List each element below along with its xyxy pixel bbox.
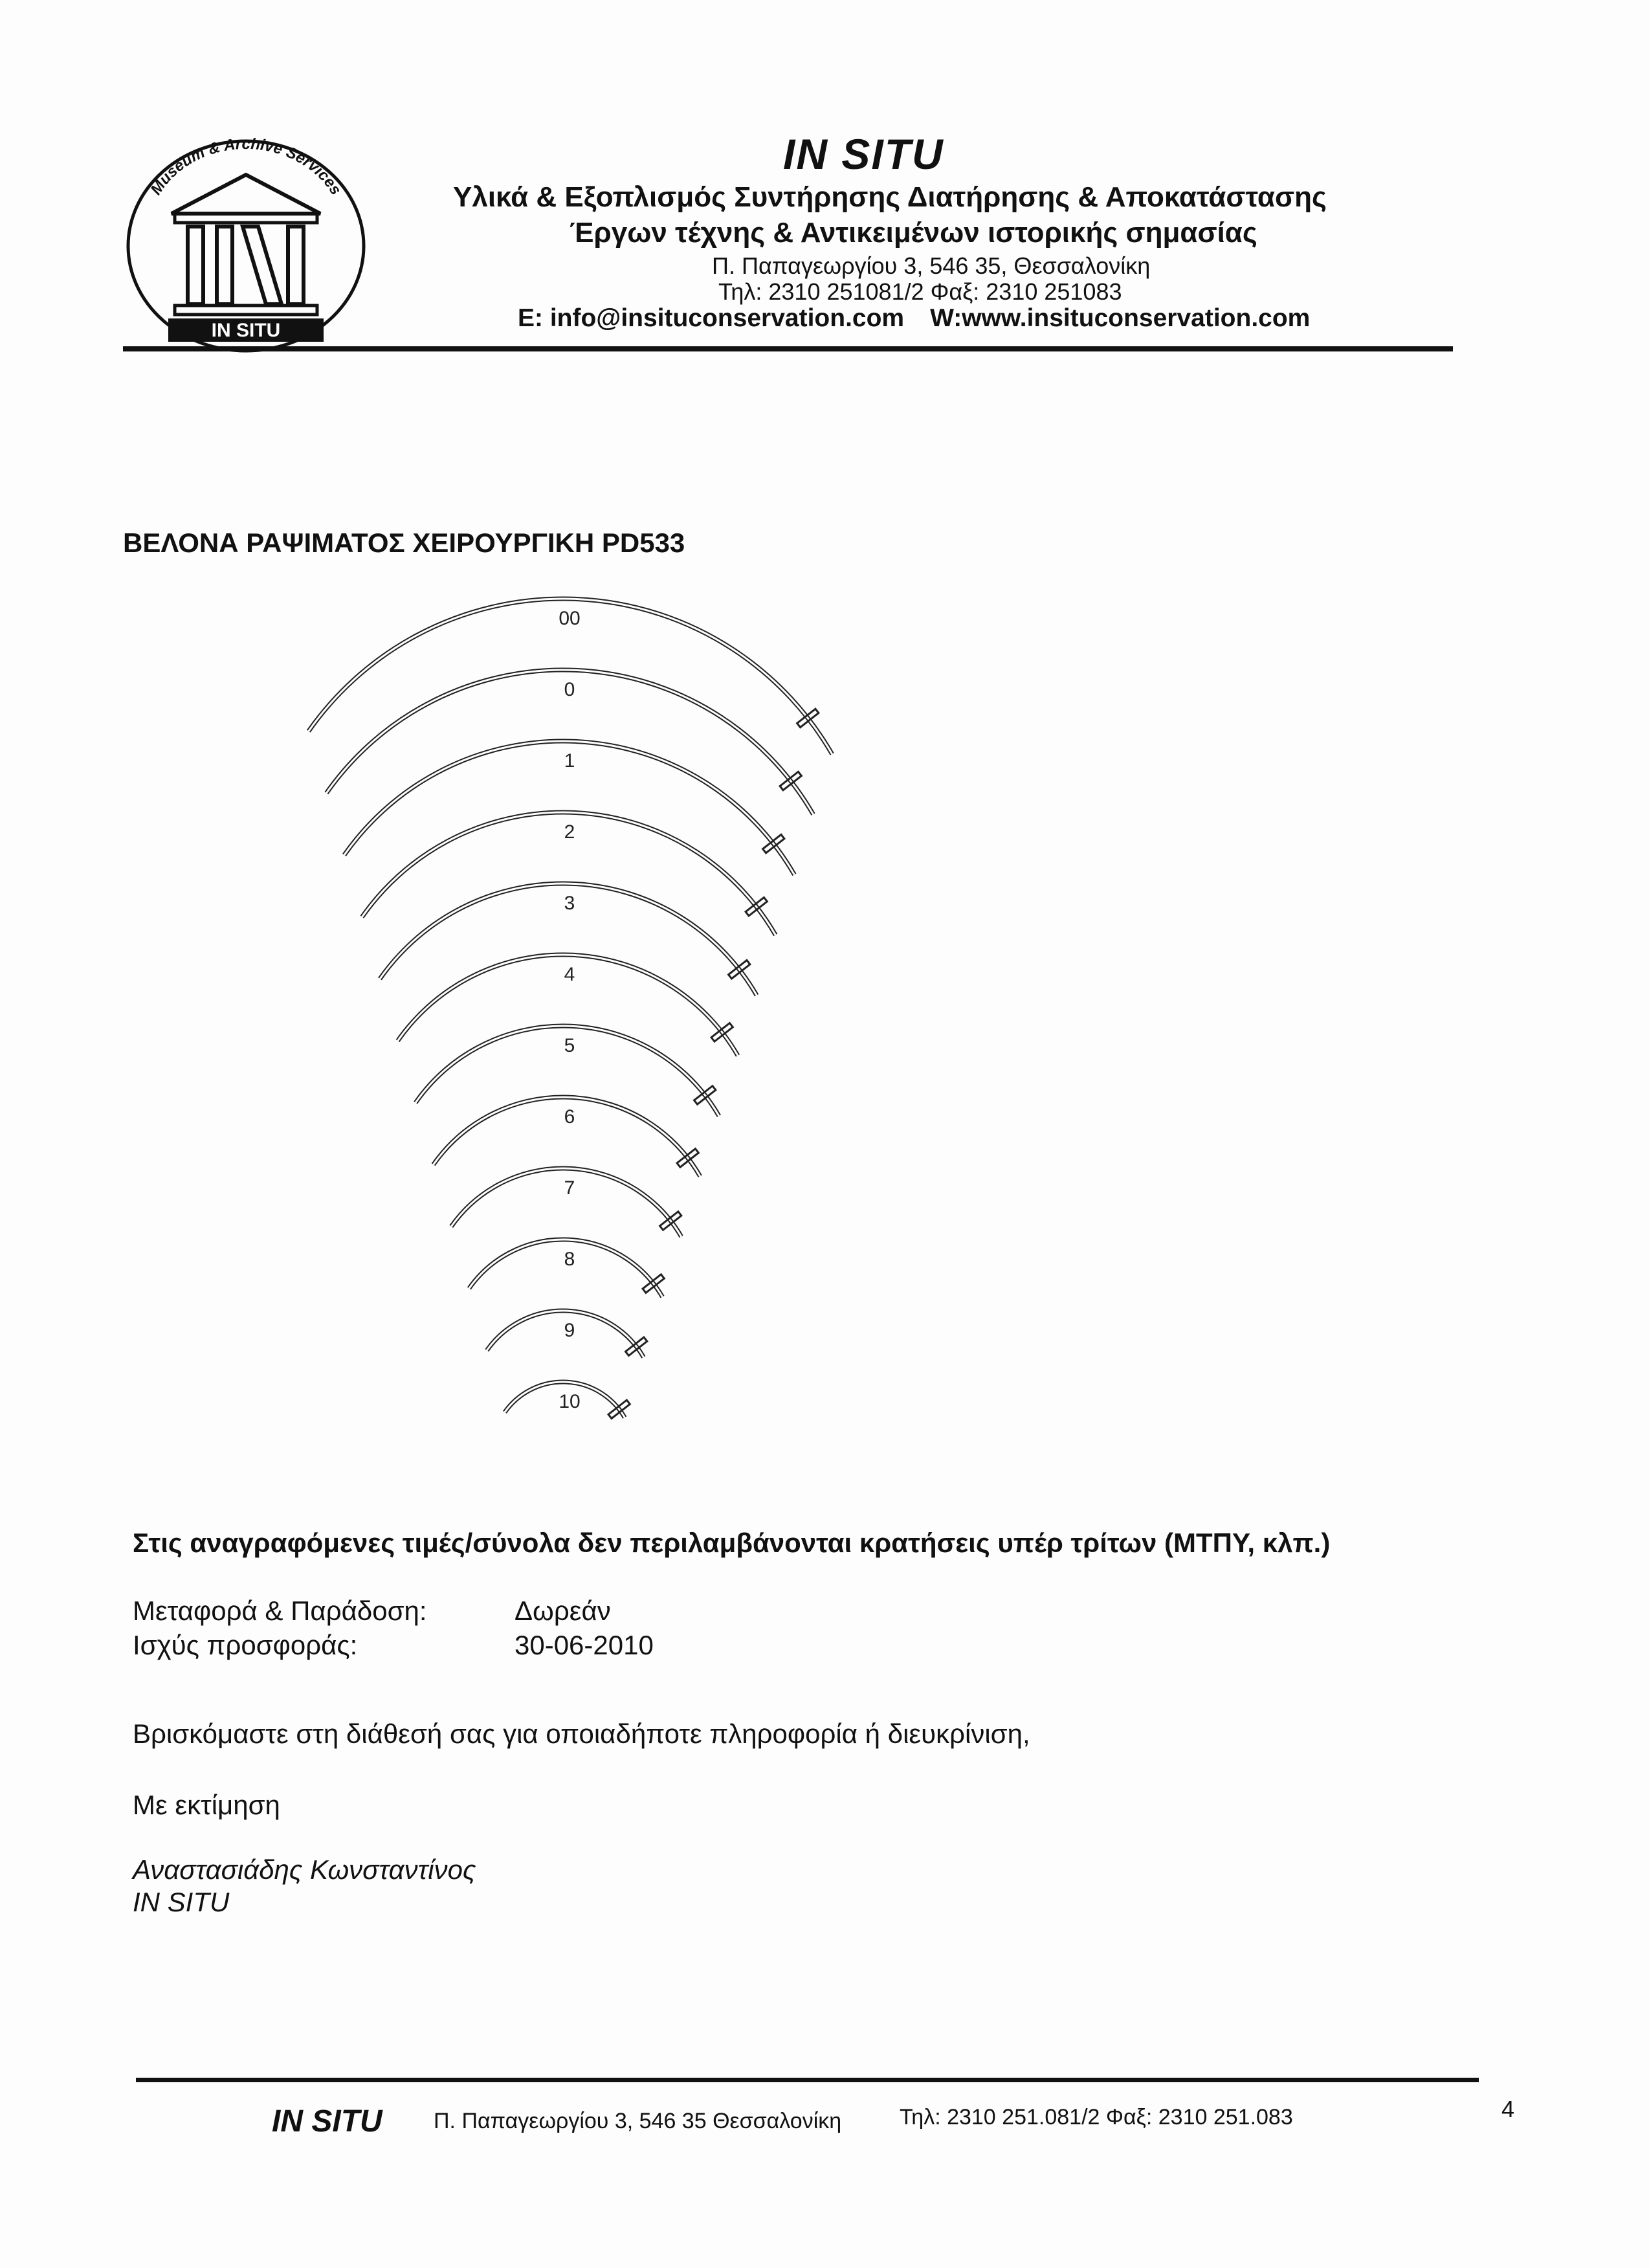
company-tagline-2: Έργων τέχνης & Αντικειμένων ιστορικής σημασίας [570, 217, 1257, 249]
needle-size-label: 2 [564, 821, 575, 843]
footer-brand: IN SITU [272, 2104, 382, 2139]
needle-size-label: 3 [564, 893, 575, 914]
needle-size-10 [505, 1382, 630, 1419]
needle-size-2 [362, 812, 775, 935]
needle-size-8 [469, 1240, 665, 1297]
needle-size-diagram [194, 579, 906, 1498]
company-address: Π. Παπαγεωργίου 3, 546 35, Θεσσαλονίκη [712, 252, 1151, 279]
needle-size-label: 7 [564, 1177, 575, 1199]
needle-size-label: 6 [564, 1106, 575, 1128]
company-tagline-1: Υλικά & Εξοπλισμός Συντήρησης Διατήρησης & Αποκατάστασης [453, 181, 1327, 213]
company-logo [123, 136, 369, 356]
svg-text:Museum & Archive Services [147, 136, 344, 198]
needle-size-label: 8 [564, 1249, 575, 1270]
footer-divider [136, 2078, 1479, 2082]
needle-size-label: 4 [564, 964, 575, 985]
header-divider [123, 346, 1453, 351]
company-email[interactable]: E: info@insituconservation.com [518, 304, 905, 332]
needle-size-9 [487, 1311, 647, 1357]
product-title: ΒΕΛΟΝΑ ΡΑΨΙΜΑΤΟΣ ΧΕΙΡΟΥΡΓΙΚΗ PD533 [123, 528, 685, 558]
needle-size-1 [344, 741, 795, 874]
company-website[interactable]: W:www.insituconservation.com [930, 304, 1311, 332]
signatory-name: Αναστασιάδης Κωνσταντίνος [133, 1854, 476, 1885]
price-note: Στις αναγραφόμενες τιμές/σύνολα δεν περιλαμβάνονται κρατήσεις υπέρ τρίτων (ΜΤΠΥ, κλπ.) [133, 1528, 1331, 1558]
validity-label: Ισχύς προσφοράς: [133, 1630, 358, 1660]
needle-size-label: 9 [564, 1320, 575, 1341]
needle-size-label: 00 [559, 608, 581, 629]
page-number: 4 [1501, 2096, 1515, 2122]
logo-base-text: IN SITU [211, 320, 281, 341]
shipping-row [133, 1595, 611, 1627]
needle-size-label: 10 [559, 1391, 581, 1412]
footer-phone-fax: Τηλ: 2310 251.081/2 Φαξ: 2310 251.083 [900, 2105, 1293, 2129]
company-name: IN SITU [783, 130, 944, 178]
needle-size-7 [451, 1168, 681, 1236]
footer-address: Π. Παπαγεωργίου 3, 546 35 Θεσσαλονίκη [434, 2109, 842, 2133]
needle-size-6 [434, 1097, 700, 1176]
needle-size-label: 1 [564, 750, 575, 772]
logo-arc-text: Museum & Archive Services [147, 136, 345, 199]
closing-regards: Με εκτίμηση [133, 1790, 280, 1820]
shipping-label: Μεταφορά & Παράδοση: [133, 1595, 427, 1626]
validity-value: 30-06-2010 [515, 1630, 654, 1660]
signatory-company: IN SITU [133, 1887, 230, 1917]
shipping-value: Δωρεάν [515, 1595, 611, 1626]
needle-size-label: 0 [564, 679, 575, 700]
needle-size-5 [415, 1026, 719, 1116]
needle-size-label: 5 [564, 1035, 575, 1056]
company-phone-fax: Τηλ: 2310 251081/2 Φαξ: 2310 251083 [718, 278, 1122, 305]
company-contact [518, 304, 1310, 333]
validity-row [133, 1630, 654, 1661]
availability-text: Βρισκόμαστε στη διάθεσή σας για οποιαδήποτε πληροφορία ή διευκρίνιση, [133, 1718, 1030, 1749]
